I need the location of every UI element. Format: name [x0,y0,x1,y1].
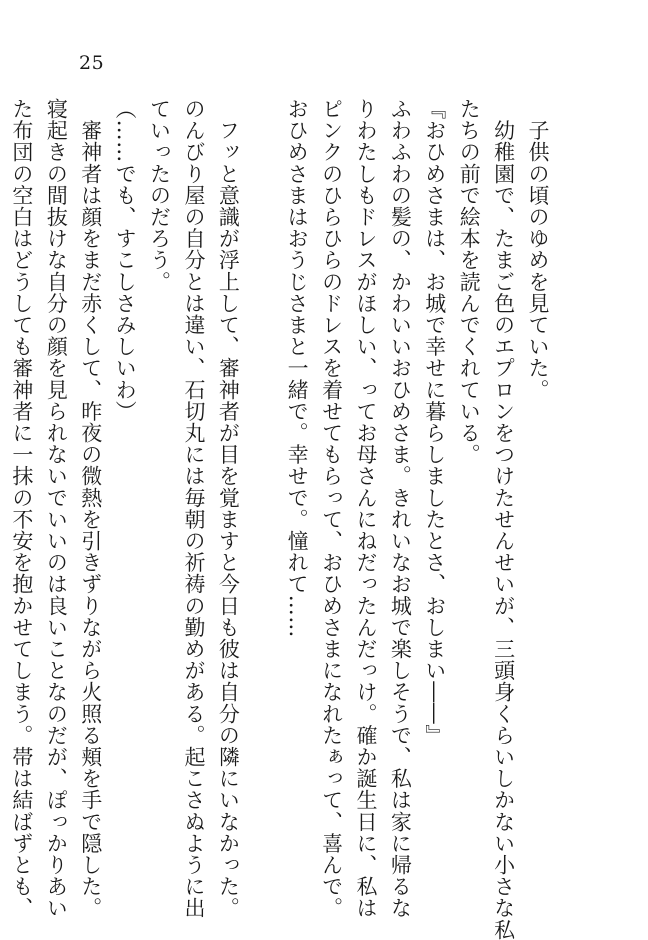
text-line: ていったのだろう。 [147,98,172,293]
text-line: ピンクのひらひらのドレスを着せてもらって、おひめさまになれたぁって、喜んで。 [319,98,344,919]
body-text [0,98,555,940]
text-line [0,98,5,838]
text-line: 審神者は顔をまだ赤くして、昨夜の微熱を引きずりながら火照る頬を手で隠した。 [78,98,103,919]
text-line: のんびり屋の自分とは違い、石切丸には毎朝の祈祷の勤めがある。起こさぬように出 [181,98,206,919]
text-line: フッと意識が浮上して、審神者が目を覚ますと今日も彼は自分の隣にいなかった。 [216,98,241,919]
text-line: りわたしもドレスがほしい、ってお母さんにねだったんだっけ。確か誕生日に、私は [353,98,378,919]
text-line: た布団の空白はどうしても審神者に一抹の不安を抱かせてしまう。帯は結ばずとも、 [9,98,34,919]
text-line: ふわふわの髪の、かわいいおひめさま。きれいなお城で楽しそうで、私は家に帰るな [388,98,413,919]
text-line: 幼稚園で、たまご色のエプロンをつけたせんせいが、三頭身くらいしかない小さな私 [491,98,516,940]
text-line: おひめさまはおうじさまと一緒で。幸せで。憧れて…… [285,98,310,638]
text-line: たちの前で絵本を読んでくれている。 [457,98,482,466]
text-line: 子供の頃のゆめを見ていた。 [526,98,550,401]
text-line: 寝起きの間抜けな自分の顔を見られないでいいのは良いことなのだが、ぽっかりあい [44,98,69,919]
page-number: 25 [79,52,105,74]
text-line: 『おひめさまは、お城で幸せに暮らしましたとさ、おしまい――』 [422,98,447,746]
text-line: （……でも、すこしさみしいわ） [113,98,138,422]
blank-line [245,98,279,838]
